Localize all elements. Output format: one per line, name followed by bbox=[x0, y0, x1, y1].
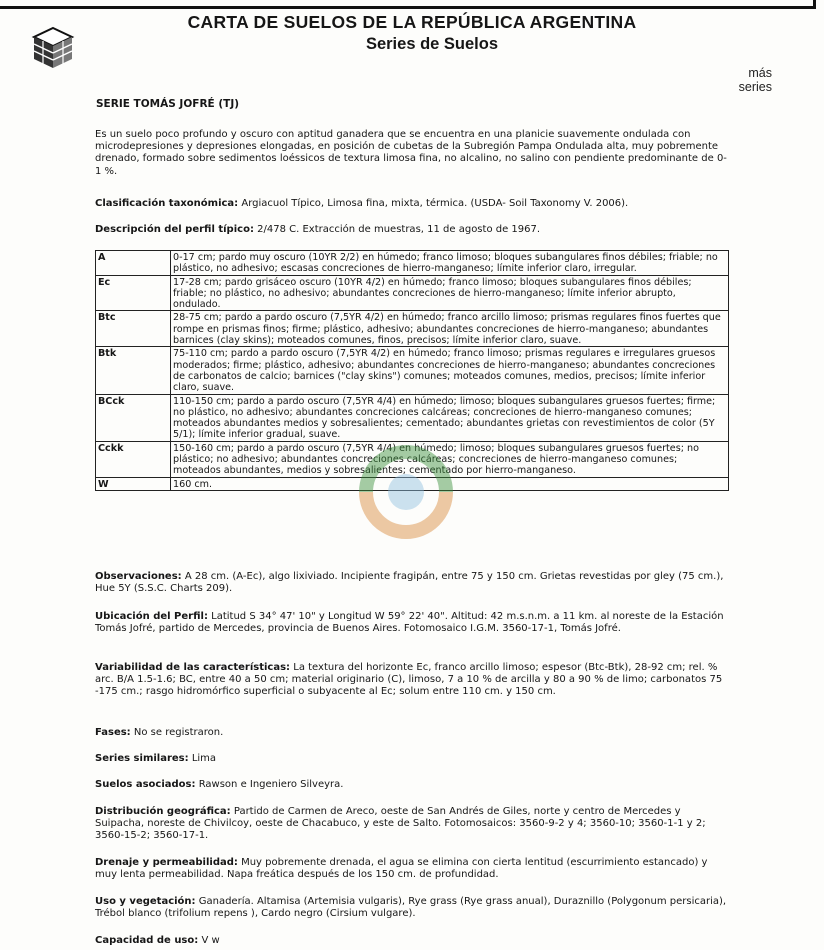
distribucion-label: Distribución geográfica: bbox=[95, 806, 231, 817]
asociados-section bbox=[95, 779, 729, 791]
fases-section bbox=[95, 727, 729, 739]
drenaje-text: Muy pobremente drenada, el agua se elimina con cierta lentitud (escurrimiento estancado) y muy lenta permeabilidad. Napa freática después de los 150 cm. de profundidad. bbox=[95, 857, 708, 881]
horizon-name: Cckk bbox=[96, 441, 171, 477]
horizon-description: 75-110 cm; pardo a pardo oscuro (7,5YR 4/2) en húmedo; franco limoso; prismas regulares e irregulares gruesos moderados; firme; plástico, adhesivo; abundantes concreciones de hierro-manganeso; abundantes concreciones de carbonatos de calcio; barnices ("clay skins") comunes; moteados comunes, medios, precisos; límite inferior claro, suave. bbox=[171, 347, 729, 394]
observaciones-label: Observaciones: bbox=[95, 571, 182, 582]
distribucion-text: Partido de Carmen de Areco, oeste de San Andrés de Giles, norte y centro de Mercedes y Suipacha, noreste de Chivilcoy, oeste de Chacabuco, y este de Salto. Fotomosaicos: 3560-9-2 y 4; 3560-10; 3560-1-1 y 2; 3560-15-2; 3560-17-1. bbox=[95, 806, 706, 842]
horizon-description: 17-28 cm; pardo grisáceo oscuro (10YR 4/2) en húmedo; franco limoso; bloques subangulares finos débiles; friable; no plástico, no adhesivo; abundantes concreciones de hierro-manganeso; límite inferior abrupto, ondulado. bbox=[171, 275, 729, 311]
variabilidad-text: La textura del horizonte Ec, franco arcillo limoso; espesor (Btc-Btk), 28-92 cm; rel. % arc. B/A 1.5-1.6; BC, entre 40 a 50 cm; material originario (C), limoso, 7 a 10 % de arcilla y 80 a 90 % de limo; carbonatos 75 -175 cm.; rasgo hidromórfico superficial o subyacente al Ec; solum entre 110 cm. y 150 cm. bbox=[95, 662, 723, 698]
similares-section bbox=[95, 753, 729, 765]
ubicacion-text: Latitud S 34° 47' 10" y Longitud W 59° 22' 40". Altitud: 42 m.s.n.m. a 11 km. al noreste de la Estación Tomás Jofré, partido de Mercedes, provincia de Buenos Aires. Fotomosaico I.G.M. 3560-17-1, Tomás Jofré. bbox=[95, 611, 724, 635]
intro-paragraph: Es un suelo poco profundo y oscuro con aptitud ganadera que se encuentra en una planicie suavemente ondulada con microdepresiones y depresiones elongadas, en posición de cubetas de la Subregión Pampa Ondulada alta, muy pobremente drenado, formado sobre sedimentos loéssicos de textura limosa fina, no alcalino, no salino con pendiente predominante de 0-1 %. bbox=[95, 129, 727, 177]
table-row bbox=[96, 311, 729, 347]
ubicacion-section bbox=[95, 611, 729, 635]
horizon-description: 110-150 cm; pardo a pardo oscuro (7,5YR 4/4) en húmedo; limoso; bloques subangulares gruesos fuertes; firme; no plástico, no adhesivo; abundantes concreciones calcáreas; concreciones de hierro-manganeso comunes; moteados abundantes medios y sobresalientes; cementado; abundantes grietas con revestimientos de color (5Y 5/1); límite inferior gradual, suave. bbox=[171, 394, 729, 441]
horizon-description: 160 cm. bbox=[171, 477, 729, 490]
uso-label: Uso y vegetación: bbox=[95, 896, 196, 907]
table-row bbox=[96, 275, 729, 311]
horizon-description: 150-160 cm; pardo a pardo oscuro (7,5YR 4/4) en húmedo; limoso; bloques subangulares gruesos fuertes; no plástico; no adhesivo; abundantes concreciones calcáreas; concreciones de hierro-manganeso comunes; moteados abundantes, medios y sobresalientes; cementado por hierro-manganeso. bbox=[171, 441, 729, 477]
horizon-name: Ec bbox=[96, 275, 171, 311]
clasificacion-label: Clasificación taxonómica: bbox=[95, 198, 239, 209]
document-subtitle: Series de Suelos bbox=[365, 35, 499, 53]
descripcion-section bbox=[95, 224, 729, 236]
profile-table bbox=[95, 250, 729, 491]
descripcion-text: 2/478 C. Extracción de muestras, 11 de agosto de 1967. bbox=[257, 224, 541, 235]
more-link-line2: series bbox=[738, 80, 772, 94]
table-row bbox=[96, 347, 729, 394]
horizon-name: BCck bbox=[96, 394, 171, 441]
document-title: CARTA DE SUELOS DE LA REPÚBLICA ARGENTINA bbox=[187, 12, 637, 32]
uso-text: Ganadería. Altamisa (Artemisia vulgaris), Rye grass (Rye grass anual), Duraznillo (Polygonum persicaria), Trébol blanco (trifolium repens ), Cardo negro (Cirsium vulgare). bbox=[95, 896, 727, 920]
more-link-line1: más bbox=[748, 66, 772, 80]
horizon-name: W bbox=[96, 477, 171, 490]
horizon-description: 28-75 cm; pardo a pardo oscuro (7,5YR 4/2) en húmedo; franco arcillo limoso; prismas regulares finos fuertes que rompe en prismas finos; firme; plástico, adhesivo; abundantes concreciones de hierro-manganeso; abundantes barnices (clay skins); moteados comunes, finos, precisos; límite inferior claro, suave. bbox=[171, 311, 729, 347]
similares-label: Series similares: bbox=[95, 753, 189, 764]
capacidad-label: Capacidad de uso: bbox=[95, 935, 199, 946]
horizon-description: 0-17 cm; pardo muy oscuro (10YR 2/2) en húmedo; franco limoso; bloques subangulares finos débiles; friable; no plástico, no adhesivo; escasas concreciones de hierro-manganeso; límite inferior claro, irregular. bbox=[171, 251, 729, 276]
variabilidad-section bbox=[95, 662, 729, 699]
ubicacion-label: Ubicación del Perfil: bbox=[95, 611, 208, 622]
series-title: SERIE TOMÁS JOFRÉ (TJ) bbox=[96, 98, 240, 110]
fases-text: No se registraron. bbox=[133, 727, 224, 738]
descripcion-label: Descripción del perfil típico: bbox=[95, 224, 254, 235]
variabilidad-label: Variabilidad de las características: bbox=[95, 662, 291, 673]
table-row bbox=[96, 477, 729, 490]
table-row bbox=[96, 441, 729, 477]
drenaje-label: Drenaje y permeabilidad: bbox=[95, 857, 238, 868]
drenaje-section bbox=[95, 857, 729, 881]
horizon-name: A bbox=[96, 251, 171, 276]
uso-section bbox=[95, 896, 729, 920]
asociados-text: Rawson e Ingeniero Silveyra. bbox=[198, 779, 344, 790]
table-row bbox=[96, 394, 729, 441]
fases-label: Fases: bbox=[95, 727, 131, 738]
table-row bbox=[96, 251, 729, 276]
distribucion-section bbox=[95, 806, 729, 843]
more-series-link[interactable] bbox=[739, 66, 772, 94]
top-frame-border bbox=[0, 0, 816, 9]
asociados-label: Suelos asociados: bbox=[95, 779, 196, 790]
capacidad-section bbox=[95, 935, 729, 947]
horizon-name: Btk bbox=[96, 347, 171, 394]
clasificacion-text: Argiacuol Típico, Limosa fina, mixta, térmica. (USDA- Soil Taxonomy V. 2006). bbox=[241, 198, 629, 209]
observaciones-section bbox=[95, 571, 729, 595]
horizon-name: Btc bbox=[96, 311, 171, 347]
observaciones-text: A 28 cm. (A-Ec), algo lixiviado. Incipiente fragipán, entre 75 y 150 cm. Grietas revestidas por gley (75 cm.), Hue 5Y (S.S.C. Charts 209). bbox=[95, 571, 724, 595]
capacidad-text: V w bbox=[201, 935, 220, 946]
similares-text: Lima bbox=[191, 753, 217, 764]
clasificacion-section bbox=[95, 198, 729, 210]
